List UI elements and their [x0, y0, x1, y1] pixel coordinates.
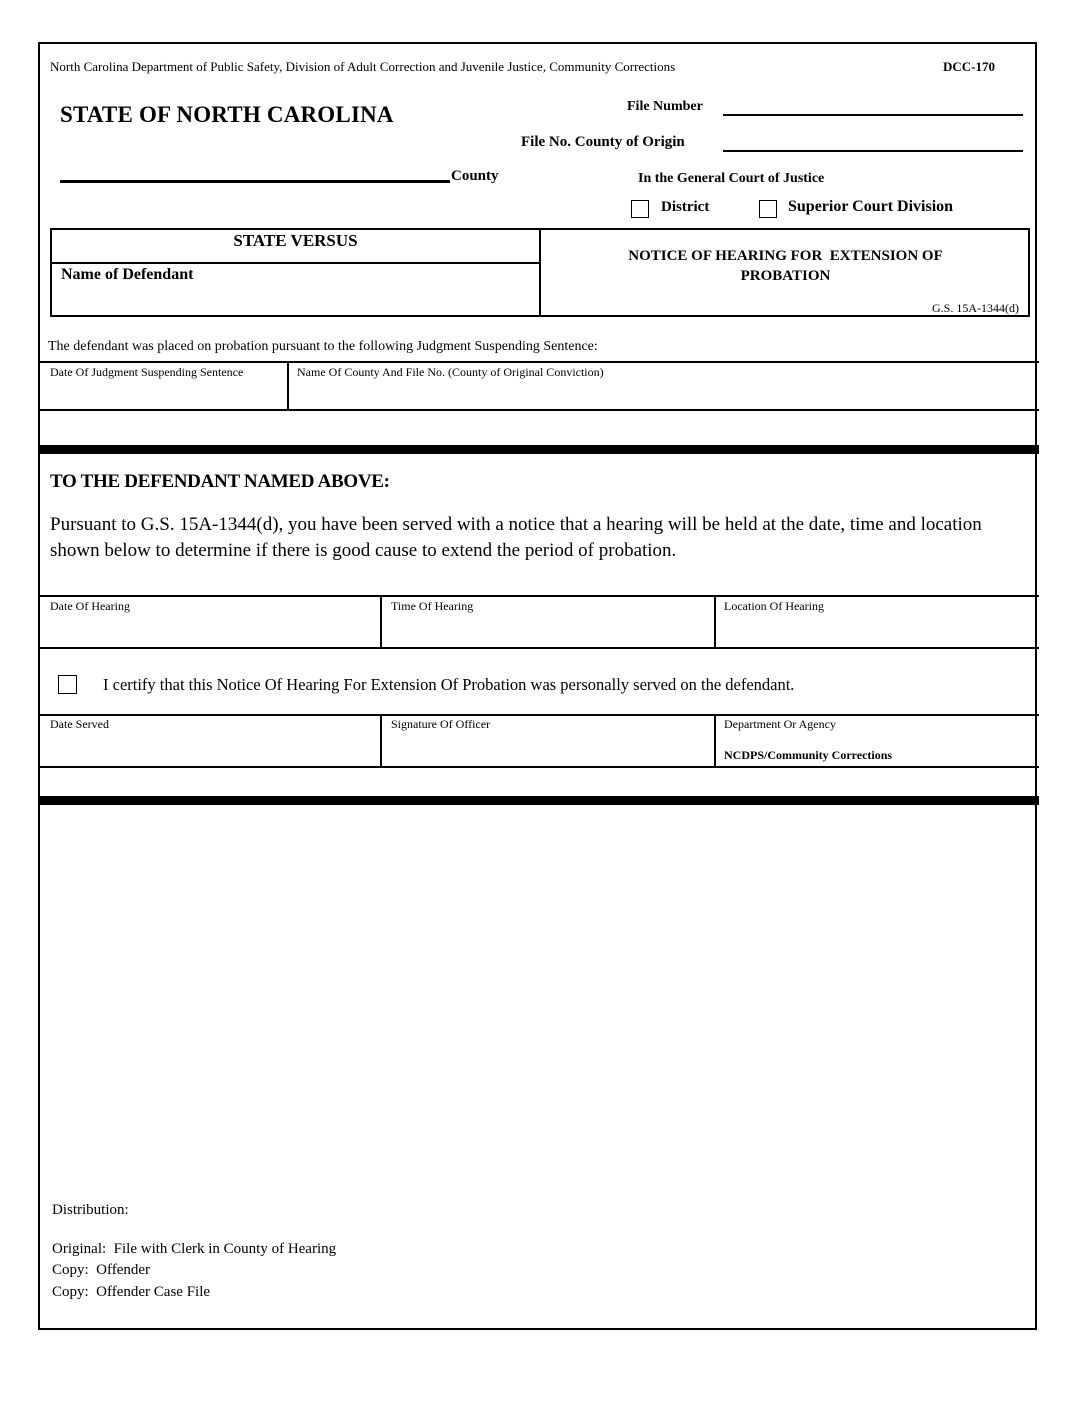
distribution-title: Distribution:: [52, 1202, 129, 1218]
certify-text: I certify that this Notice Of Hearing For Extension Of Probation was personally served on the defendant.: [103, 675, 795, 694]
hearing-time-field[interactable]: Time Of Hearing: [391, 599, 474, 613]
agency-line: North Carolina Department of Public Safety, Division of Adult Correction and Juvenile Justice, Community Corrections: [50, 59, 676, 74]
state-title: STATE OF NORTH CAROLINA: [60, 102, 394, 127]
department-value: NCDPS/Community Corrections: [724, 748, 893, 762]
file-origin-label: File No. County of Origin: [521, 134, 685, 150]
caption-left: [52, 230, 541, 315]
judgment-date-field[interactable]: Date Of Judgment Suspending Sentence: [50, 365, 244, 379]
divider: [38, 361, 1039, 363]
caption-box: [50, 228, 1030, 317]
section-bar: [38, 445, 1039, 454]
notice-title: [541, 246, 1030, 286]
officer-signature-field[interactable]: Signature Of Officer: [391, 717, 491, 731]
notice-heading: TO THE DEFENDANT NAMED ABOVE:: [50, 471, 390, 492]
notice-title-line1: NOTICE OF HEARING FOR EXTENSION OF: [628, 248, 943, 264]
divider: [714, 596, 716, 648]
divider: [38, 409, 1039, 411]
distribution-line: Original: File with Clerk in County of Hearing: [52, 1241, 337, 1257]
divider: [38, 714, 1039, 716]
form-number: DCC-170: [943, 59, 995, 74]
divider: [380, 596, 382, 648]
divider: [38, 766, 1039, 768]
court-label: In the General Court of Justice: [638, 171, 825, 186]
date-served-field[interactable]: Date Served: [50, 717, 109, 731]
hearing-date-field[interactable]: Date Of Hearing: [50, 599, 130, 613]
file-number-input[interactable]: [723, 114, 1023, 116]
county-file-field[interactable]: Name Of County And File No. (County of Original Conviction): [297, 365, 604, 379]
distribution-line: Copy: Offender: [52, 1262, 151, 1278]
district-checkbox[interactable]: [631, 200, 649, 218]
divider: [380, 715, 382, 767]
superior-court-checkbox[interactable]: [759, 200, 777, 218]
file-origin-input[interactable]: [723, 150, 1023, 152]
certify-checkbox[interactable]: [58, 675, 77, 694]
statute-reference: G.S. 15A-1344(d): [932, 301, 1019, 315]
county-label: County: [451, 168, 499, 184]
county-input[interactable]: [60, 180, 450, 183]
notice-title-line2: PROBATION: [740, 268, 831, 284]
superior-court-label: Superior Court Division: [788, 198, 954, 215]
probation-intro: The defendant was placed on probation pursuant to the following Judgment Suspending Sentence:: [48, 339, 598, 354]
department-label: Department Or Agency: [724, 717, 836, 731]
notice-body: Pursuant to G.S. 15A-1344(d), you have been served with a notice that a hearing will be held at the date, time and location shown below to determine if there is good cause to extend the period of probation.: [50, 514, 982, 561]
hearing-location-field[interactable]: Location Of Hearing: [724, 599, 824, 613]
divider: [714, 715, 716, 767]
defendant-name-field[interactable]: Name of Defendant: [61, 266, 194, 283]
divider: [38, 647, 1039, 649]
state-versus: STATE VERSUS: [52, 230, 539, 264]
section-bar: [38, 796, 1039, 805]
divider: [38, 595, 1039, 597]
distribution-line: Copy: Offender Case File: [52, 1284, 211, 1300]
divider: [287, 362, 289, 410]
file-number-label: File Number: [627, 99, 703, 114]
district-label: District: [661, 199, 710, 215]
